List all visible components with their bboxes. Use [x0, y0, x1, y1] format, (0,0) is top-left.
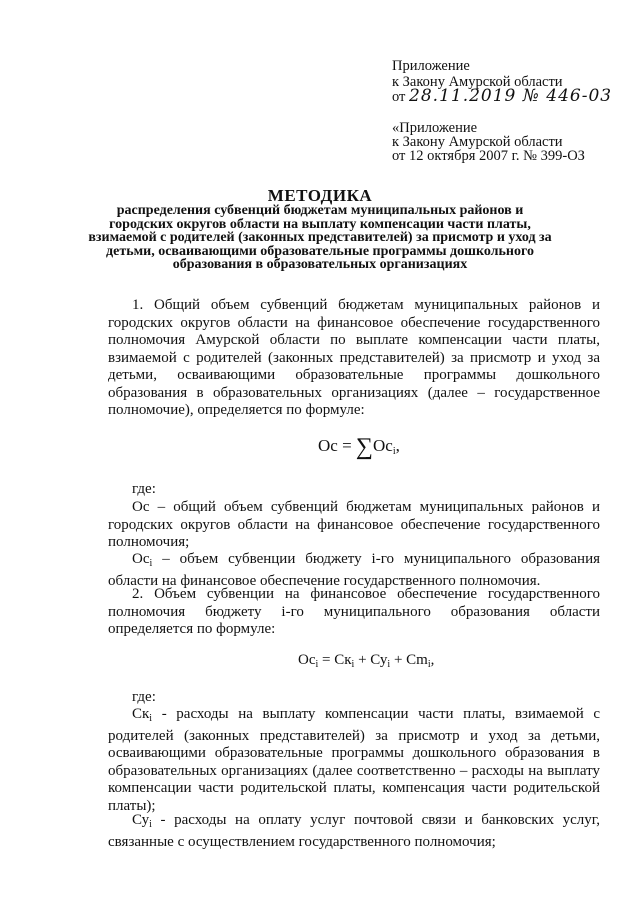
formula-term: = Ск	[318, 652, 352, 668]
subtitle-line: распределения субвенций бюджетам муниципальных районов и	[116, 203, 524, 218]
handwritten-date-number: 28.11.2019 № 446-03	[409, 86, 613, 106]
formula-term: Ос	[373, 436, 393, 455]
text-line: родителей (законных представителей) за присмотр и уход за детьми,	[108, 727, 600, 744]
law-reference: к Закону Амурской области	[392, 74, 563, 90]
text-line: Ос – общий объем субвенций бюджетам муниципальных районов и	[132, 499, 600, 515]
from-prefix: от	[392, 89, 406, 105]
formula-subscript: i	[427, 659, 431, 670]
subscript: i	[149, 558, 153, 569]
subscript: i	[149, 819, 152, 830]
formula-tail: ,	[395, 436, 400, 455]
text-line: 2. Объем субвенции на финансовое обеспечение государственного	[132, 586, 600, 602]
appendix-label: Приложение	[392, 58, 470, 74]
where-label-2	[108, 689, 600, 707]
formula-term: Ос	[318, 436, 338, 455]
text-line: определяется по формуле:	[108, 621, 276, 637]
text: – объем субвенции бюджету i-го муниципального образования	[152, 551, 600, 567]
text-line: детьми, осваивающими образовательные программы дошкольного	[108, 367, 600, 383]
formula-eq: =	[337, 436, 356, 455]
paragraph-2	[108, 586, 600, 639]
text-line: платы);	[108, 797, 156, 814]
subtitle-line: детьми, осваивающими образовательные программы дошкольного	[106, 243, 534, 259]
text-line: где:	[132, 481, 156, 497]
formula-subscript: i	[387, 659, 391, 670]
text: - расходы на оплату услуг почтовой связи и банковских услуг,	[151, 812, 600, 828]
formula-subscript: i	[351, 659, 355, 670]
definition-oc	[108, 499, 600, 552]
text-line: связанные с осуществлением государственного полномочия;	[108, 833, 496, 850]
formula-term: Ос	[298, 652, 316, 668]
text-line	[108, 706, 600, 728]
formula-term: + Сm	[390, 652, 428, 668]
law-reference-2: к Закону Амурской области	[392, 134, 563, 150]
text-line: где:	[132, 689, 156, 705]
document-title: МЕТОДИКА	[267, 186, 373, 205]
text-line: полномочия Амурской области по выплате компенсации части платы,	[108, 332, 600, 348]
symbol: Су	[132, 812, 150, 828]
law-date-2007: от 12 октября 2007 г. № 399-ОЗ	[392, 148, 585, 164]
formula-tail: ,	[430, 652, 435, 668]
where-label-1	[108, 481, 600, 499]
formula-subscript: i	[315, 659, 319, 670]
definition-ck	[108, 706, 600, 815]
formula-subscript: i	[392, 446, 396, 457]
text-line	[108, 551, 600, 573]
subtitle-line: взимаемой с родителей (законных представителей) за присмотр и уход за	[88, 230, 552, 245]
text-line: 1. Общий объем субвенций бюджетам муниципальных районов и	[132, 297, 600, 313]
text-line: полномочия бюджету i-го муниципального образования области	[108, 603, 600, 620]
appendix-label-quoted: «Приложение	[392, 120, 478, 136]
subscript: i	[149, 713, 153, 724]
law-date-line	[392, 88, 612, 105]
text-line	[108, 812, 600, 834]
text-line: области на финансовое обеспечение государственного полномочия.	[108, 572, 541, 589]
text: - расходы на выплату компенсации части платы, взимаемой с	[152, 706, 600, 722]
paragraph-1	[108, 297, 600, 420]
text-line: городских округов области на финансовое обеспечение государственного	[108, 516, 600, 533]
text-line: осваивающими образовательные программы дошкольного образования в	[108, 745, 600, 761]
text-line: полномочия;	[108, 534, 190, 550]
title-subtitle	[0, 204, 640, 272]
definition-cy	[108, 812, 600, 851]
text-line: взимаемой с родителей (законных представителей) за присмотр и уход за	[108, 349, 600, 366]
text-line: городских округов области на финансовое обеспечение государственного	[108, 314, 600, 331]
sum-symbol: ∑	[355, 434, 374, 460]
formula-term: + Су	[354, 652, 388, 668]
formula-municipal	[298, 652, 434, 670]
text-line: образования в образовательных организациях (далее – государственное	[108, 384, 600, 401]
text-line: образовательных организациях (далее соответственно – расходы на выплату	[108, 762, 600, 779]
text-line: полномочие), определяется по формуле:	[108, 402, 365, 418]
symbol: Ос	[132, 551, 150, 567]
subtitle-line: образования в образовательных организациях	[172, 257, 468, 272]
text-line: компенсации части родительской платы, компенсация части родительской	[108, 780, 600, 796]
definition-oci	[108, 551, 600, 590]
subtitle-line: городских округов области на выплату компенсации части платы,	[109, 216, 531, 232]
symbol: Ск	[132, 706, 150, 722]
formula-total	[318, 434, 400, 461]
